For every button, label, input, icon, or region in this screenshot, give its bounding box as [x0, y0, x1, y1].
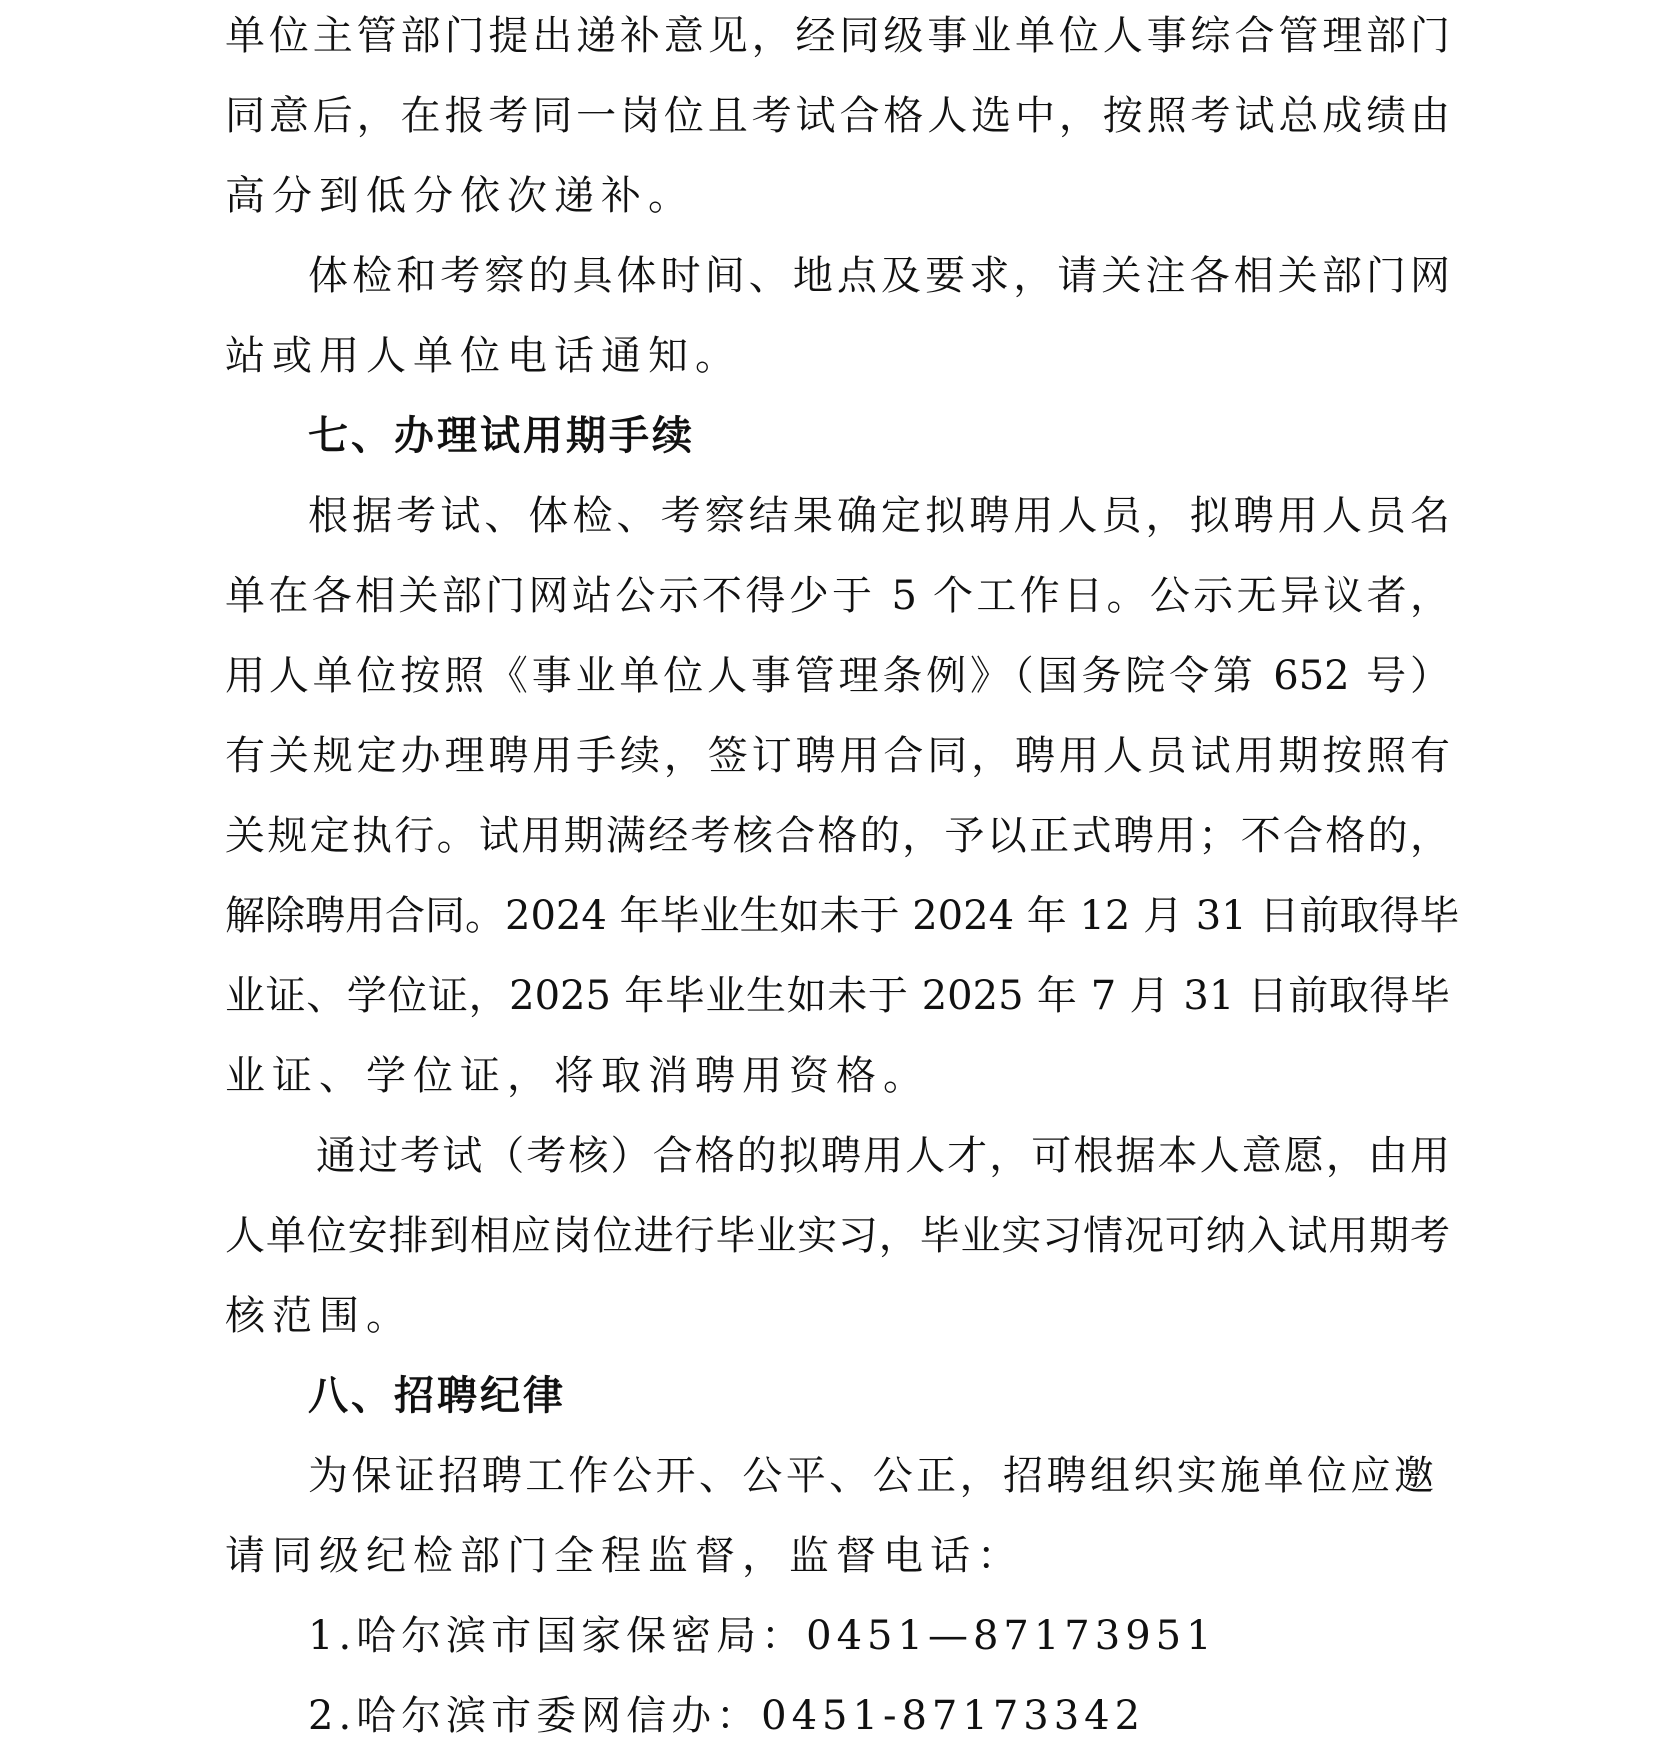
- paragraph-line: 有关规定办理聘用手续，签订聘用合同，聘用人员试用期按照有: [225, 733, 1450, 779]
- paragraph-line: 核范围。: [225, 1293, 413, 1339]
- paragraph-line: 站或用人单位电话通知。: [225, 333, 742, 379]
- paragraph-line: 通过考试（考核）合格的拟聘用人才，可根据本人意愿，由用: [316, 1133, 1450, 1179]
- paragraph-line: 人单位安排到相应岗位进行毕业实习，毕业实习情况可纳入试用期考: [225, 1213, 1450, 1259]
- paragraph-line: 单在各相关部门网站公示不得少于 5 个工作日。公示无异议者，: [225, 573, 1450, 619]
- paragraph-line: 为保证招聘工作公开、公平、公正，招聘组织实施单位应邀: [308, 1453, 1434, 1499]
- paragraph-line: 关规定执行。试用期满经考核合格的，予以正式聘用；不合格的，: [225, 813, 1450, 859]
- section-heading-7: 七、办理试用期手续: [308, 413, 695, 459]
- paragraph-line: 请同级纪检部门全程监督，监督电话：: [225, 1533, 1024, 1579]
- contact-item-confidentiality-bureau: 1.哈尔滨市国家保密局：0451—87173951: [308, 1613, 1217, 1659]
- paragraph-line: 业证、学位证，2025 年毕业生如未于 2025 年 7 月 31 日前取得毕: [225, 973, 1450, 1019]
- section-heading-8: 八、招聘纪律: [308, 1373, 566, 1419]
- paragraph-line: 解除聘用合同。2024 年毕业生如未于 2024 年 12 月 31 日前取得毕: [225, 893, 1460, 939]
- paragraph-line: 业证、学位证，将取消聘用资格。: [225, 1053, 930, 1099]
- paragraph-line: 同意后，在报考同一岗位且考试合格人选中，按照考试总成绩由: [225, 93, 1450, 139]
- paragraph-line: 高分到低分依次递补。: [225, 173, 695, 219]
- paragraph-line: 根据考试、体检、考察结果确定拟聘用人员，拟聘用人员名: [308, 493, 1450, 539]
- contact-item-cyberspace-office: 2.哈尔滨市委网信办：0451-87173342: [308, 1693, 1146, 1739]
- paragraph-line: 用人单位按照《事业单位人事管理条例》（国务院令第 652 号）: [225, 653, 1450, 699]
- paragraph-line: 体检和考察的具体时间、地点及要求，请关注各相关部门网: [308, 253, 1450, 299]
- paragraph-line: 单位主管部门提出递补意见，经同级事业单位人事综合管理部门: [225, 13, 1450, 59]
